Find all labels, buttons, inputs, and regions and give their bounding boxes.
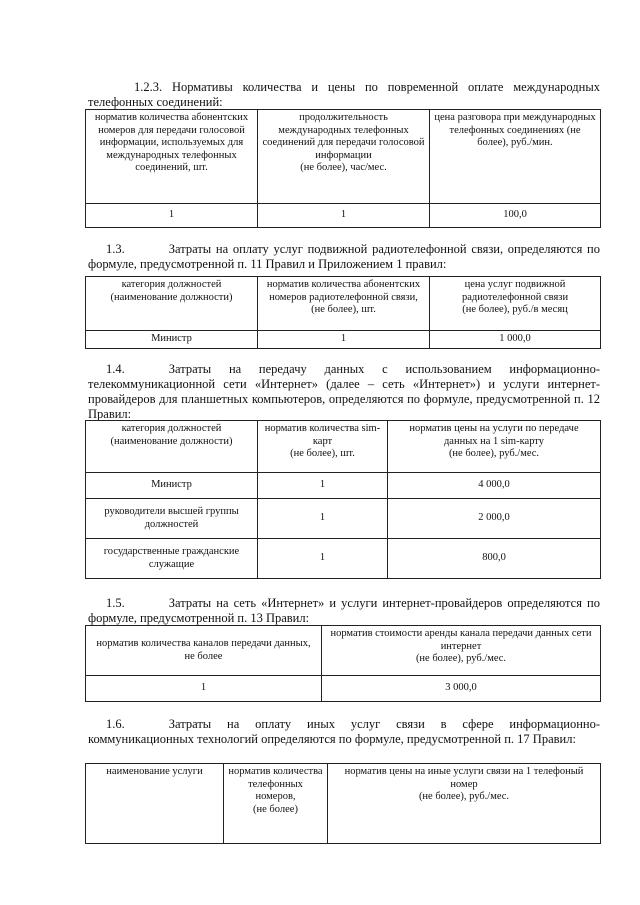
- paragraph-1-3: 1.3. Затраты на оплату услуг подвижной радиотелефонной связи, определяются по формуле, предусмотренной п. 11 Правил и Приложением 1 правил:: [88, 242, 600, 271]
- table-1-5: [85, 625, 601, 702]
- header-cell: норматив количества абонентских номеров радиотелефонной связи, (не более), шт.: [266, 279, 421, 315]
- table-1-3: [85, 276, 601, 349]
- table-row: [86, 473, 601, 499]
- paragraph-1-4: 1.4. Затраты на передачу данных с использованием информационно-телекоммуникационной сети «Интернет» (далее – сеть «Интернет») и услуги интернет-провайдеров для планшетных компьютеров, определяются по формуле, предусмотренной п. 12 Правил:: [88, 362, 600, 421]
- table-cell: 3 000,0: [322, 676, 601, 702]
- table-cell: 4 000,0: [388, 473, 601, 499]
- table-cell: 2 000,0: [388, 499, 601, 539]
- header-cell: норматив количества абонентских номеров для передачи голосовой информации, используемых для международных телефонных соединений, шт.: [94, 112, 249, 173]
- header-cell: норматив цены на услуги по передаче данных на 1 sim-карту (не более), руб./мес.: [409, 423, 579, 459]
- table-header-row: [86, 626, 601, 676]
- table-header-row: [86, 421, 601, 473]
- table-row: [86, 499, 601, 539]
- header-cell: норматив стоимости аренды канала передачи данных сети интернет (не более), руб./мес.: [330, 628, 592, 664]
- header-cell: наименование услуги: [106, 766, 203, 777]
- table-row: [86, 331, 601, 349]
- table-cell: 1 000,0: [430, 331, 601, 349]
- table-cell: 1: [86, 204, 258, 228]
- table-cell: 1: [258, 499, 388, 539]
- table-cell: 1: [86, 676, 322, 702]
- table-header-row: [86, 110, 601, 204]
- table-cell: Министр: [86, 473, 258, 499]
- table-cell: 1: [258, 331, 430, 349]
- table-row: [86, 539, 601, 579]
- header-cell: цена разговора при международных телефонных соединениях (не более), руб./мин.: [434, 112, 596, 148]
- table-cell: государственные гражданские служащие: [86, 539, 258, 579]
- header-cell: продолжительность международных телефонных соединений для передачи голосовой информации (не более), час/мес.: [262, 112, 425, 173]
- table-row: [86, 676, 601, 702]
- paragraph-1-5: 1.5. Затраты на сеть «Интернет» и услуги интернет-провайдеров определяются по формуле, предусмотренной п. 13 Правил:: [88, 596, 600, 625]
- header-cell: категория должностей (наименование должности): [110, 279, 233, 303]
- table-cell: руководители высшей группы должностей: [86, 499, 258, 539]
- paragraph-1-2-3: 1.2.3. Нормативы количества и цены по повременной оплате международных телефонных соединений:: [88, 80, 600, 109]
- table-cell: 100,0: [430, 204, 601, 228]
- table-cell: 1: [258, 204, 430, 228]
- header-cell: цена услуг подвижной радиотелефонной связи (не более), руб./в месяц: [461, 279, 569, 315]
- table-1-4: [85, 420, 601, 579]
- header-cell: норматив количества телефонных номеров, (не более): [228, 766, 323, 815]
- table-header-row: [86, 277, 601, 331]
- header-cell: норматив количества каналов передачи данных, не более: [96, 638, 311, 662]
- header-cell: категория должностей (наименование должности): [110, 423, 233, 447]
- table-cell: 800,0: [388, 539, 601, 579]
- header-cell: норматив цены на иные услуги связи на 1 телефоный номер (не более), руб./мес.: [344, 766, 584, 802]
- table-cell: 1: [258, 539, 388, 579]
- header-cell: норматив количества sim-карт (не более), шт.: [264, 423, 381, 459]
- paragraph-1-6: 1.6. Затраты на оплату иных услуг связи в сфере информационно-коммуникационных технологий определяются по формуле, предусмотренной п. 17 Правил:: [88, 717, 600, 746]
- table-1-6: [85, 763, 601, 844]
- table-cell: Министр: [86, 331, 258, 349]
- table-1-2-3: [85, 109, 601, 228]
- table-header-row: [86, 764, 601, 844]
- table-cell: 1: [258, 473, 388, 499]
- table-row: [86, 204, 601, 228]
